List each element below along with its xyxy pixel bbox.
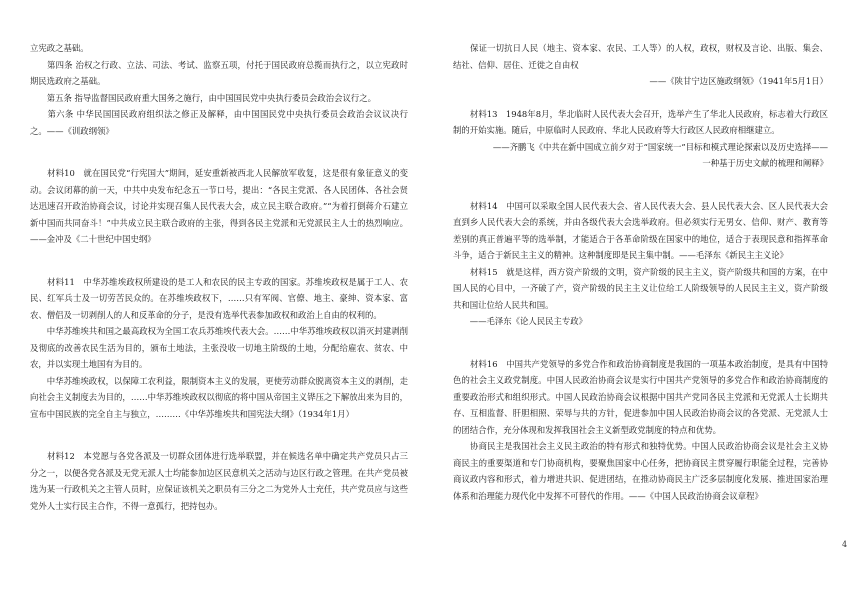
paragraph: 立宪政之基础。 <box>30 43 89 53</box>
source-citation: ——《陕甘宁边区施政纲领》（1941年5月1日） <box>649 76 828 86</box>
source-citation: ——毛泽东《论人民民主专政》 <box>453 316 587 326</box>
source-citation: ——齐鹏飞《中共在新中国成立前夕对于“国家统一”目标和模式理论探索以及历史选择—— <box>492 141 828 152</box>
paragraph: 中华苏维埃政权，以保障工农利益，限制资本主义的发展，更使劳动群众脱离资本主义的剥削，走向社会主义制度去为目的，……中华苏维埃政权以彻底的将中国从帝国主义铧压之下解放出来为目的，宣布中国民族的完全自主与独立，………《中华苏维埃共和国宪法大纲》（1934年1月） <box>30 375 408 419</box>
material-10: 材料10 就在国民党“行宪国大”期间，延安重新被西北人民解放军收复，这是很有象征意义的变动。会议闭幕的前一天，中共中央发布纪念五一节口号，提出：“各民主党派、各人民团体、各社会贤达迅速召开政治协商会议，讨论并实现召集人民代表大会，成立民主联合政府。”“为着打倒蒋介石建立新中国而共同奋斗！”中共成立民主联合政府的主张，得到各民主党派和无党派民主人士的热烈响应。——金冲及《二十世纪中国史纲》 <box>30 168 408 244</box>
material-13: 材料13 1948年8月，华北临时人民代表大会召开，选举产生了华北人民政府，标志着大行政区制的开始实施。随后，中原临时人民政府、华北人民政府等大行政区人民政府相继建立。 <box>453 108 828 135</box>
material-14: 材料14 中国可以采取全国人民代表大会、省人民代表大会、县人民代表大会、区人民代表大会直到乡人民代表大会的系统，并由各级代表大会选举政府。但必须实行无男女、信仰、财产、教育等差别的真正普遍平等的选举制，才能适合于各革命阶级在国家中的地位，适合于表现民意和指挥革命斗争，适合于新民主主义的精神。这种制度即是民主集中制。——毛泽东《新民主主义论》 <box>453 200 828 260</box>
paragraph: 保证一切抗日人民（地主、资本家、农民、工人等）的人权，政权，财权及言论、出版、集会、结社、信仰、居住、迁徙之自由权 <box>453 43 828 70</box>
paragraph: 协商民主是我国社会主义民主政治的特有形式和独特优势。中国人民政治协商会议是社会主义协商民主的重要渠道和专门协商机构，要聚焦国家中心任务，把协商民主贯穿履行职能全过程，完善协商议政内容和形式，着力增进共识、促进团结，在推动协商民主广泛多层制度化发展、推进国家治理体系和治理能力现代化中发挥不可替代的作用。——《中国人民政治协商会议章程》 <box>453 441 828 501</box>
paragraph: 第六条 中华民国国民政府组织法之修正及解释，由中国国民党中央执行委员会政治会议议决行之。——《训政纲领》 <box>30 109 408 136</box>
right-column <box>453 40 828 504</box>
page-number: 4 <box>842 540 848 549</box>
paragraph: 第四条 治权之行政、立法、司法、考试、监察五项，付托于国民政府总揽而执行之，以立宪政时期民选政府之基础。 <box>30 59 408 86</box>
paragraph: 中华苏维埃共和国之最高政权为全国工农兵苏维埃代表大会。……中华苏维埃政权以消灭封建剥削及彻底的改善农民生活为目的，颁布土地法，主张没收一切地主阶级的土地，分配给雇农、贫农、中农，并以实现土地国有为目的。 <box>30 326 408 369</box>
material-11: 材料11 中华苏维埃政权所建设的是工人和农民的民主专政的国家。苏维埃政权是属于工人、农民、红军兵士及一切劳苦民众的。在苏维埃政权下，……只有军阀、官僚、地主、豪绅、资本家、富农、僧侣及一切剥削人的人和反革命的分子，是没有选举代表参加政权和政治上自由的权利的。 <box>30 276 408 320</box>
material-15: 材料15 就是这样，西方资产阶级的文明，资产阶级的民主主义，资产阶级共和国的方案，在中国人民的心目中，一齐破了产，资产阶级的民主主义让位给工人阶级领导的人民民主主义，资产阶级共和国让位给人民共和国。 <box>453 266 828 310</box>
material-16: 材料16 中国共产党领导的多党合作和政治协商制度是我国的一项基本政治制度，是具有中国特色的社会主义政党制度。中国人民政治协商会议是实行中国共产党领导的多党合作和政治协商制度的重要政治形式和组织形式。中国人民政治协商会议根据中国共产党同各民主党派和无党派人士长期共存、互相监督、肝胆相照、荣辱与共的方针，促进参加中国人民政治协商会议的各党派、无党派人士的团结合作，充分体现和发挥我国社会主义新型政党制度的特点和优势。 <box>453 358 828 435</box>
source-citation: 一种基于历史文献的梳理和阐释》 <box>702 158 828 168</box>
paragraph: 第五条 指导监督国民政府重大国务之施行，由中国国民党中央执行委员会政治会议行之。 <box>30 92 377 103</box>
material-12: 材料12 本党愿与各党各派及一切群众团体进行选举联盟，并在候选名单中确定共产党员只占三分之一，以便各党各派及无党无派人士均能参加边区民意机关之活动与边区行政之管理。在共产党员被选为某一行政机关之主管人员时，应保证该机关之职员有三分之二为党外人士充任，共产党员应与这些党外人士实行民主合作，不得一意孤行，把持包办。 <box>30 451 408 511</box>
left-column <box>30 40 408 514</box>
